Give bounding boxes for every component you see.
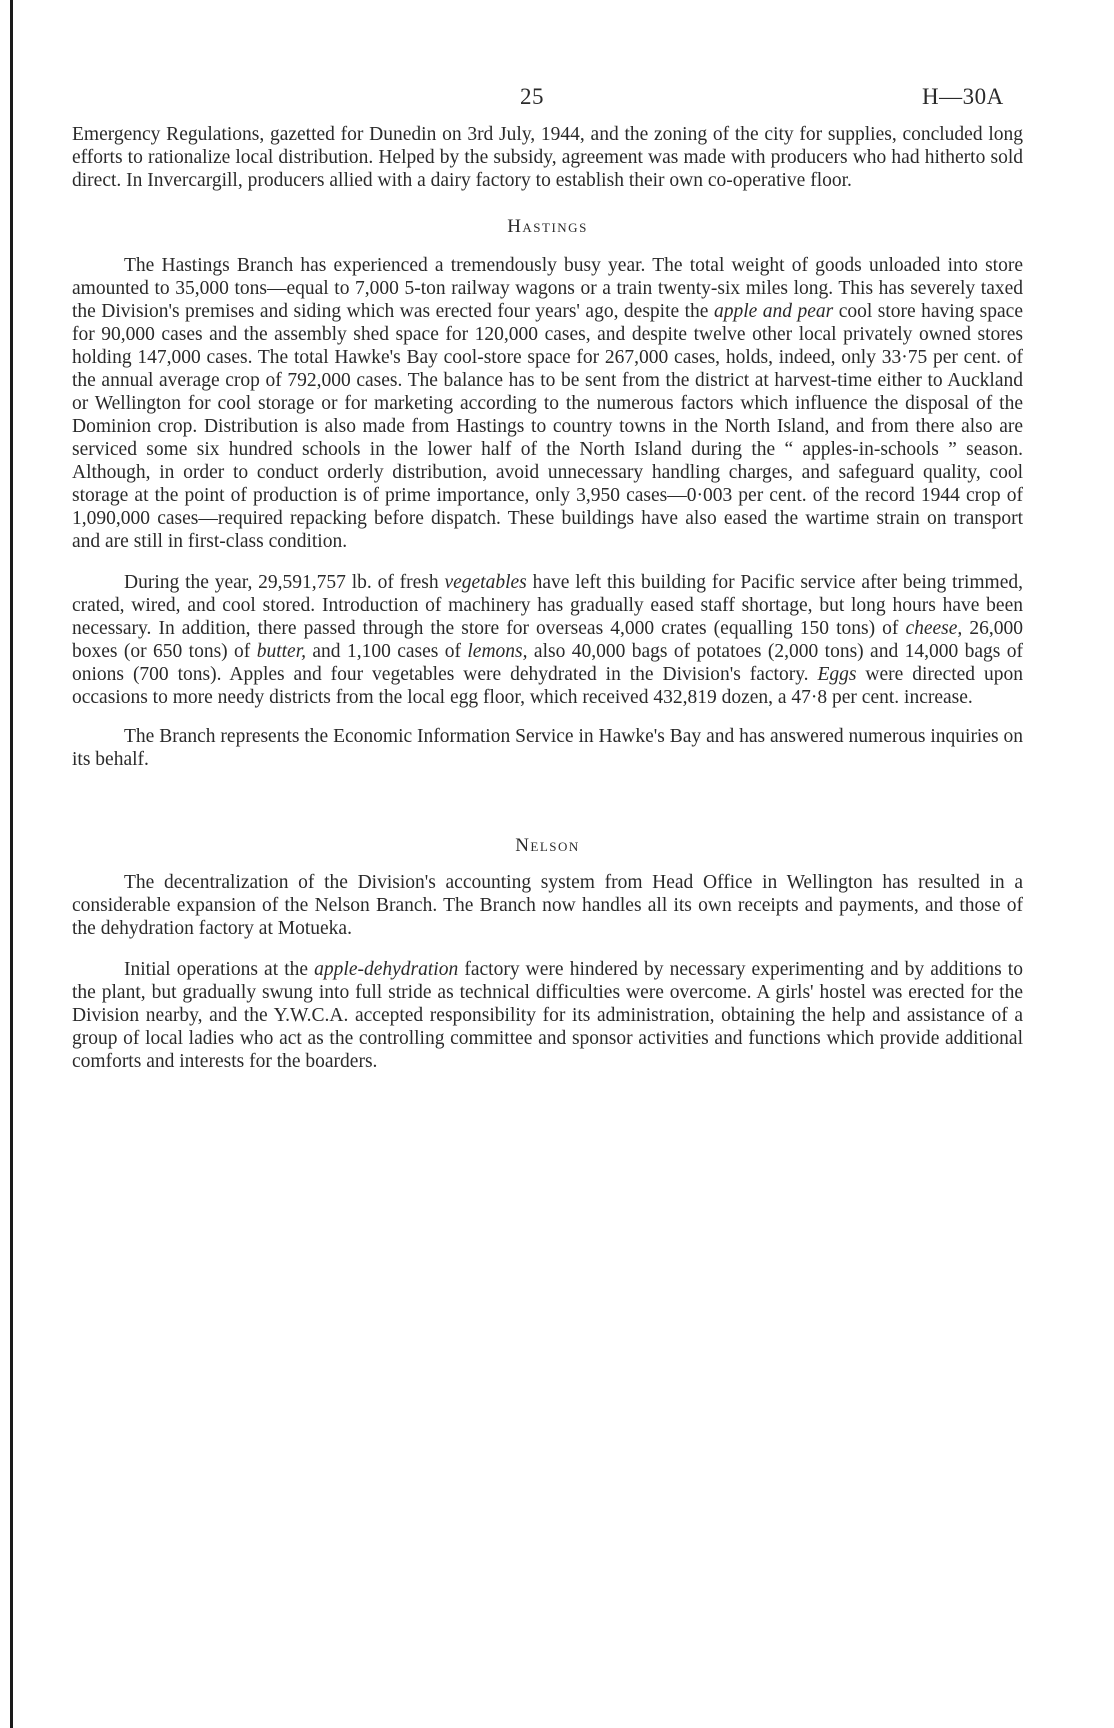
text-run: factory were hindered by necessary experimenting and by additions to the plant, but gradually swung into full stride as technical difficulties were overcome. A girls' hostel was erected for the Division nearby, and the Y.W.C.A. accepted responsibility for its administration, obtaining the help and assistance of a group of local ladies who act as the controlling committee and sponsor activities and functions which provide additional comforts and interests for the boarders. bbox=[72, 959, 1023, 1072]
page-number: 25 bbox=[520, 84, 544, 109]
text-run: During the year, 29,591,757 lb. of fresh bbox=[124, 572, 445, 593]
nelson-paragraph-2 bbox=[72, 958, 1023, 1073]
italic-term: vegetables bbox=[444, 572, 527, 593]
text-run: The Hastings Branch has experienced a tremendously busy year. The total weight of goods unloaded into store amounted to 35,000 tons—equal to 7,000 5-ton railway wagons or a train twenty-six miles long. This has severely taxed the Division's premises and siding which was erected four years' ago, despite the bbox=[72, 255, 1023, 322]
text-run: also 40,000 bags of potatoes (2,000 tons) and 14,000 bags of onions (700 tons). Apples and four vegetables were dehydrated in the Division's factory. bbox=[72, 641, 1023, 685]
hastings-paragraph-3: The Branch represents the Economic Information Service in Hawke's Bay and has answered numerous inquiries on its behalf. bbox=[72, 726, 1023, 770]
text-run: have left this building for Pacific service after being trimmed, crated, wired, and cool stored. Introduction of machinery has gradually eased staff shortage, but long hours have been necessary. In addition, there passed through the store for overseas 4,000 crates (equalling 150 tons) of bbox=[72, 572, 1024, 639]
text-run: cool store having space for 90,000 cases and the assembly shed space for 120,000 cases, and despite twelve other local privately owned stores holding 147,000 cases. The total Hawke's Bay cool-store space for 267,000 cases, holds, indeed, only 33·75 per cent. of the annual average crop of 792,000 cases. The balance has to be sent from the district at harvest-time either to Auckland or Wellington for cool storage or for marketing according to the numerous factors which influence the disposal of the Dominion crop. Distribution is also made from Hastings to country towns in the North Island, and from there also are serviced some six hundred schools in the lower half of the North Island during the “ apples-in-schools ” season. Although, in order to conduct orderly distribution, avoid unnecessary handling charges, and safeguard quality, cool storage at the point of production is of prime importance, only 3,950 cases—0·003 per cent. of the record 1944 crop of 1,090,000 cases—required repacking before dispatch. These buildings have also eased the wartime strain on transport and are still in first-class condition. bbox=[72, 301, 1023, 552]
section-heading-nelson: Nelson bbox=[515, 835, 580, 856]
italic-term: butter, bbox=[256, 641, 306, 662]
italic-term: apple and pear bbox=[713, 301, 834, 322]
nelson-paragraph-1: The decentralization of the Division's accounting system from Head Office in Wellington has resulted in a considerable expansion of the Nelson Branch. The Branch now handles all its own receipts and payments, and those of the dehydration factory at Motueka. bbox=[72, 872, 1023, 939]
text-run: were directed upon occasions to more needy districts from the local egg floor, which received 432,819 dozen, a 47·8 per cent. increase. bbox=[72, 664, 1023, 708]
left-margin-rule bbox=[10, 0, 13, 1728]
document-code: H—30A bbox=[922, 84, 1004, 109]
intro-paragraph: Emergency Regulations, gazetted for Dunedin on 3rd July, 1944, and the zoning of the city for supplies, concluded long efforts to rationalize local distribution. Helped by the subsidy, agreement was made with producers who had hitherto sold direct. In Invercargill, producers allied with a dairy factory to establish their own co-operative floor. bbox=[72, 124, 1023, 191]
italic-term: apple-dehydration bbox=[314, 959, 459, 980]
text-run: and 1,100 cases of bbox=[306, 641, 468, 662]
italic-term: Eggs bbox=[817, 664, 857, 685]
text-run: 26,000 boxes (or 650 tons) of bbox=[72, 618, 1023, 662]
hastings-paragraph-2 bbox=[72, 571, 1023, 709]
italic-term: lemons, bbox=[467, 641, 528, 662]
text-run: Initial operations at the bbox=[124, 959, 315, 980]
page-body bbox=[72, 123, 1023, 1073]
hastings-paragraph-1 bbox=[72, 254, 1023, 553]
italic-term: cheese, bbox=[905, 618, 963, 639]
section-heading-hastings: Hastings bbox=[507, 216, 588, 237]
